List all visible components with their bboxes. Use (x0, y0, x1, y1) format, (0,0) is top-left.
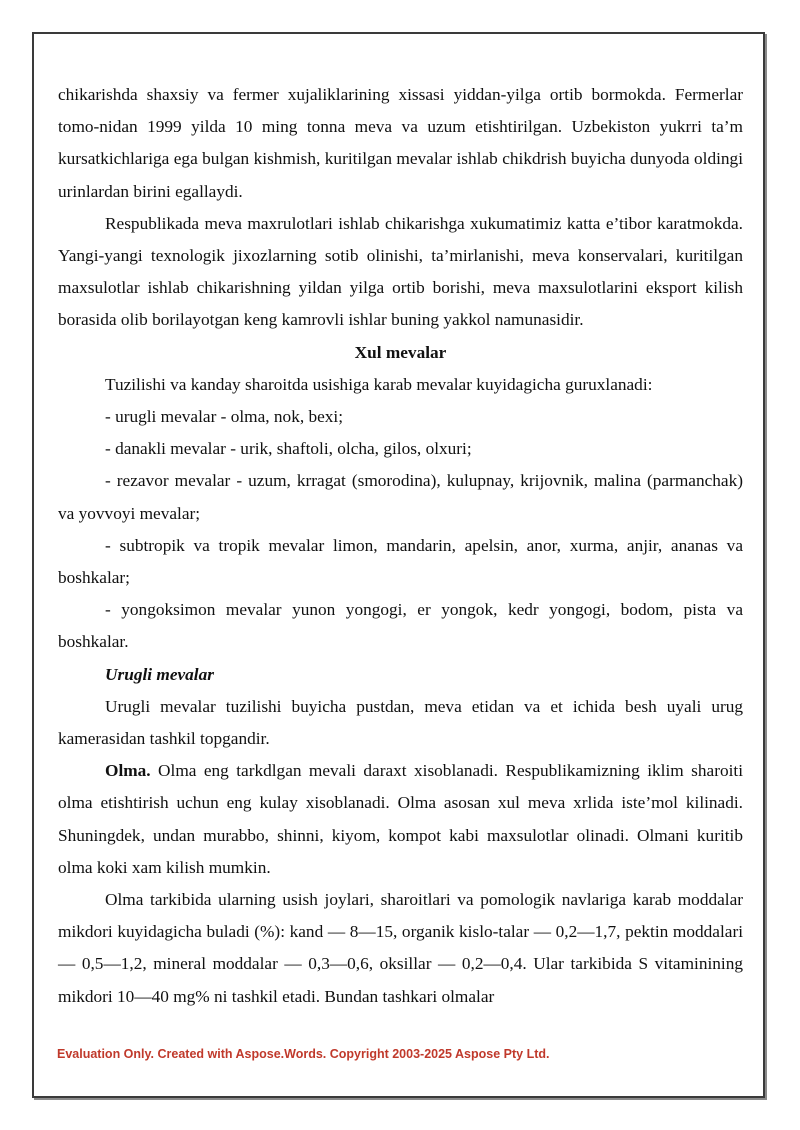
list-item: - danakli mevalar - urik, shaftoli, olcha, gilos, olxuri; (105, 439, 472, 459)
paragraph: Urugli mevalar tuzilishi buyicha pustdan, meva etidan va et ichida besh uyali urug kamerasidan tashkil topgandir. (58, 696, 743, 749)
paragraph: Olma tarkibida ularning usish joylari, sharoitlari va pomologik navlariga karab moddalar mikdori kuyidagicha buladi (%): kand — 8—15, organik kislo-talar — 0,2—1,7, pektin moddalari — 0,5—1,2, mineral moddalar — 0,3—0,6, oksillar — 0,2—0,4. Ular tarkibida S vitaminining mikdori 10—40 mg% ni tashkil etadi. Bundan tashkari olmalar (58, 890, 743, 1006)
list-item: - yongoksimon mevalar yunon yongogi, er yongok, kedr yongogi, bodom, pista va boshkalar. (58, 600, 743, 652)
list-item: - urugli mevalar - olma, nok, bexi; (105, 407, 344, 427)
paragraph: Tuzilishi va kanday sharoitda usishiga karab mevalar kuyidagicha guruxlanadi: (105, 374, 653, 394)
list-item: - rezavor mevalar - uzum, krragat (smorodina), kulupnay, krijovnik, malina (parmanchak) va yovvoyi mevalar; (58, 471, 743, 523)
list-item: - subtropik va tropik mevalar limon, mandarin, apelsin, anor, xurma, anjir, ananas va boshkalar; (58, 535, 743, 588)
evaluation-watermark: Evaluation Only. Created with Aspose.Words. Copyright 2003-2025 Aspose Pty Ltd. (57, 1047, 550, 1061)
paragraph: Respublikada meva maxrulotlari ishlab chikarishga xukumatimiz katta e’tibor karatmokda. Yangi-yangi texnologik jixozlarning sotib olinishi, ta’mirlanishi, meva konservalari, kuritilgan maxsulotlar ishlab chikarishning yildan yilga ortib borishi, meva maxsulotlarini eksport kilish borasida olib borilayotgan keng kamrovli ishlar buning yakkol namunasidir. (58, 213, 743, 330)
paragraph (58, 755, 743, 884)
paragraph: chikarishda shaxsiy va fermer xujaliklarining xissasi yiddan-yilga ortib bormokda. Fermerlar tomo-nidan 1999 yilda 10 ming tonna meva va uzum etishtirilgan. Uzbekiston yukrri ta’m kursatkichlariga ega bulgan kishmish, kuritilgan mevalar ishlab chikdrish buyicha dunyoda oldingi urinlardan birini egallaydi. (58, 85, 743, 201)
paragraph-body: Olma eng tarkdlgan mevali daraxt xisoblanadi. Respublikamizning iklim sharoiti olma etishtirish uchun eng kulay xisoblanadi. Olma asosan xul meva xrlida iste’mol kilinadi. Shuningdek, undan murabbo, shinni, kiyom, kompot kabi maxsulotlar olinadi. Olmani kuritib olma koki xam kilish mumkin. (58, 761, 743, 877)
page-content (58, 79, 743, 1013)
term-lead: Olma. (105, 761, 151, 781)
section-heading: Xul mevalar (354, 342, 447, 362)
subsection-heading: Urugli mevalar (105, 664, 214, 684)
